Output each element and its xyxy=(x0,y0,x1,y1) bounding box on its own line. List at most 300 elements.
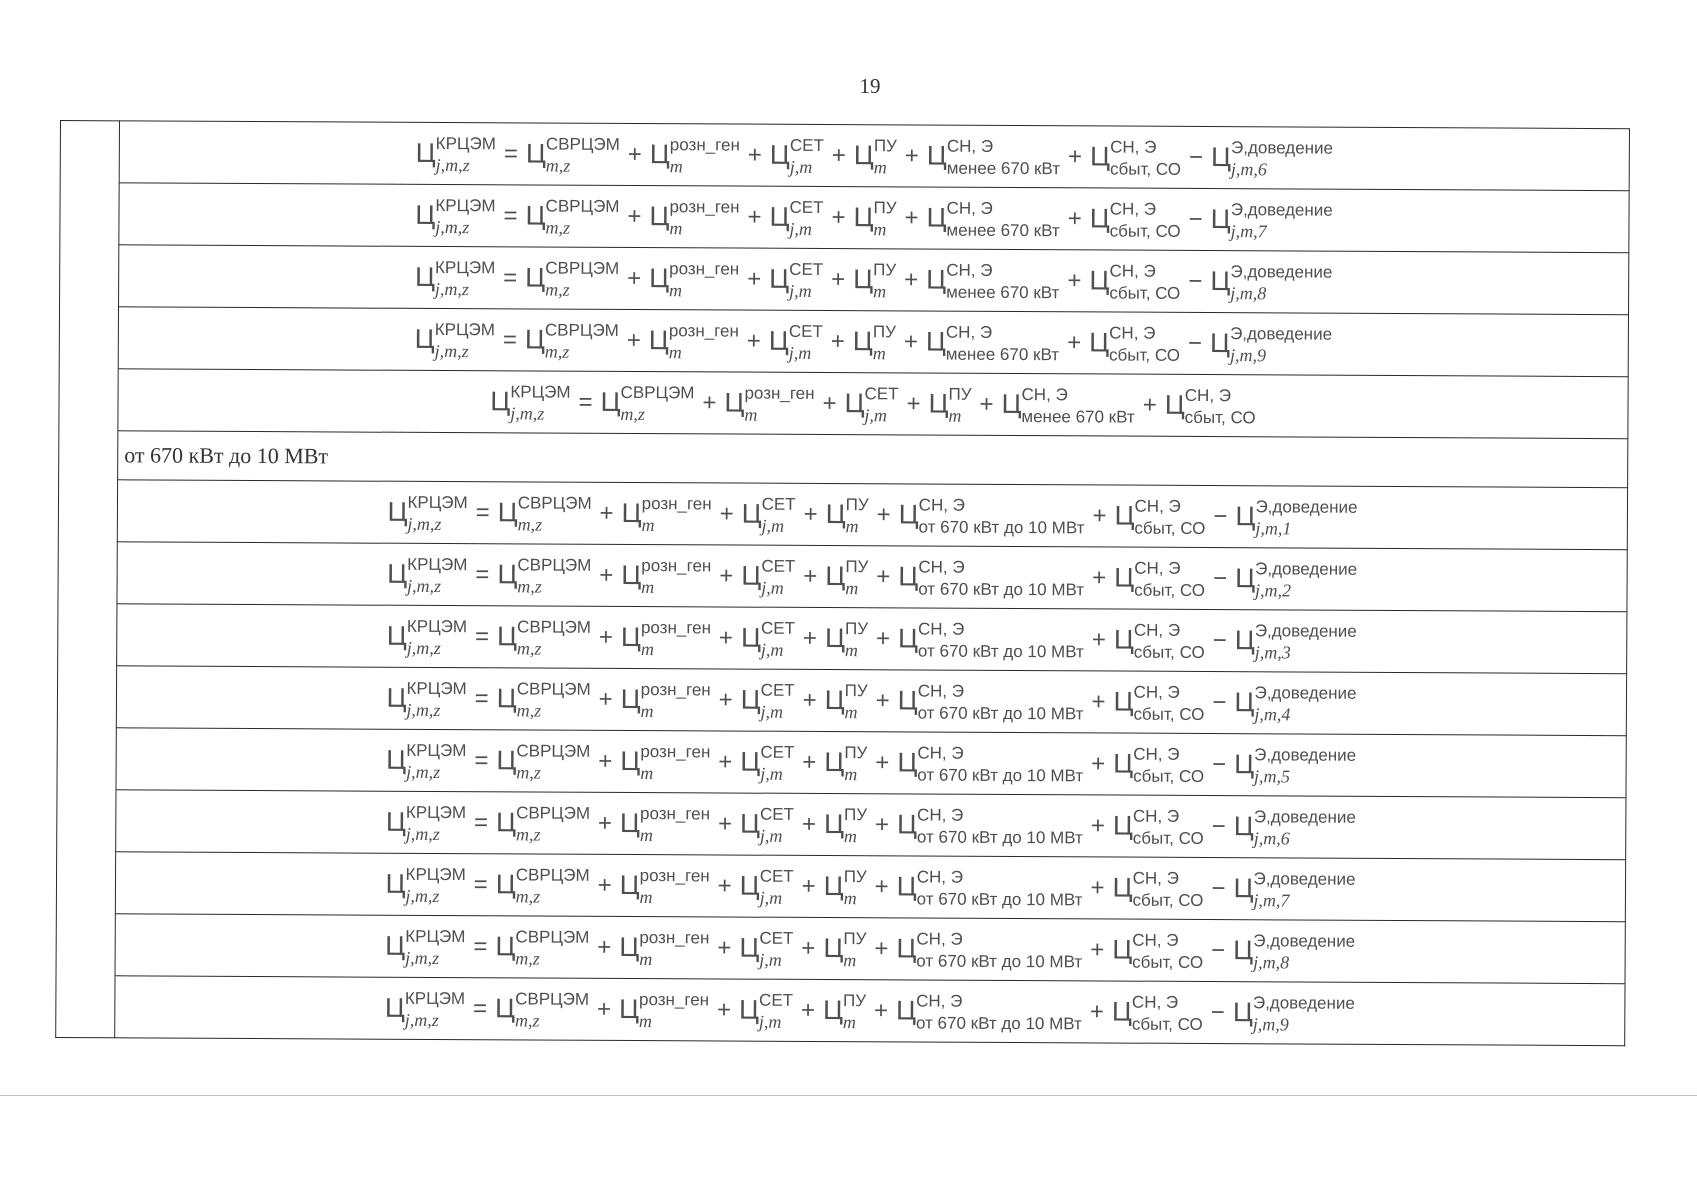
formula-operator: + xyxy=(717,933,732,962)
term-subscript: m xyxy=(873,156,887,177)
term-subscript: m xyxy=(844,763,858,784)
term-superscript: Э,доведение xyxy=(1253,930,1356,951)
formula-term xyxy=(621,555,712,597)
term-superscript: СН, Э xyxy=(1132,806,1180,826)
term-superscript: СН, Э xyxy=(916,990,963,1011)
term-superscript: розн_ген xyxy=(640,741,711,761)
price-symbol: Ц xyxy=(824,623,846,654)
term-scripts xyxy=(516,616,592,659)
formula-cell xyxy=(118,369,1628,439)
price-symbol: Ц xyxy=(823,871,844,902)
formula xyxy=(414,195,1333,241)
formula-operator: − xyxy=(1188,143,1204,171)
term-scripts xyxy=(842,990,867,1032)
term-superscript: СВРЦЭМ xyxy=(545,196,620,216)
term-scripts xyxy=(1254,744,1357,786)
formula-term xyxy=(619,803,711,845)
formula-term xyxy=(1210,199,1333,241)
table-row xyxy=(57,665,1626,735)
price-symbol: Ц xyxy=(896,871,917,902)
term-superscript: СВРЦЭМ xyxy=(515,926,590,947)
formula-cell xyxy=(115,976,1625,1046)
term-scripts xyxy=(873,197,897,239)
table-row xyxy=(60,183,1629,253)
term-superscript: ПУ xyxy=(844,680,868,700)
formula-cell xyxy=(116,728,1626,798)
term-scripts xyxy=(918,495,1085,537)
term-scripts xyxy=(789,259,824,301)
term-subscript: m xyxy=(638,1010,652,1031)
term-subscript: m xyxy=(843,825,857,846)
price-symbol: Ц xyxy=(386,682,407,713)
term-subscript: сбыт, СО xyxy=(1132,828,1204,848)
term-scripts xyxy=(1134,558,1206,600)
term-scripts xyxy=(641,555,712,597)
term-subscript: от 670 кВт до 10 МВт xyxy=(918,517,1085,537)
term-scripts xyxy=(517,554,592,597)
term-scripts xyxy=(1132,806,1204,848)
term-scripts xyxy=(544,320,619,362)
term-superscript: СН, Э xyxy=(1109,198,1157,219)
formula-operator: + xyxy=(831,265,846,293)
formula-term xyxy=(926,136,1061,178)
term-scripts xyxy=(545,258,620,300)
price-symbol: Ц xyxy=(896,933,917,964)
term-subscript: j,m,9 xyxy=(1252,1013,1289,1034)
term-subscript: сбыт, СО xyxy=(1133,642,1205,662)
term-superscript: СН, Э xyxy=(1021,384,1068,404)
term-subscript: m xyxy=(669,279,683,300)
term-superscript: СВРЦЭМ xyxy=(515,864,590,885)
term-subscript: j,m xyxy=(760,763,783,784)
term-scripts xyxy=(1133,620,1205,662)
formula-operator: + xyxy=(626,326,641,354)
formula-term xyxy=(1113,682,1205,724)
term-scripts xyxy=(843,928,867,970)
term-subscript: сбыт, СО xyxy=(1109,282,1181,303)
term-subscript: m xyxy=(640,762,654,783)
formula-term xyxy=(926,198,1060,240)
formula-operator: − xyxy=(1212,750,1227,778)
term-scripts xyxy=(1021,384,1135,427)
term-scripts xyxy=(435,195,496,237)
formula xyxy=(414,319,1333,365)
term-subscript: j,m xyxy=(789,280,812,301)
term-scripts xyxy=(761,494,796,536)
term-scripts xyxy=(435,133,496,175)
formula-cell xyxy=(117,480,1627,550)
price-symbol: Ц xyxy=(897,623,919,654)
term-scripts xyxy=(1132,930,1204,972)
price-symbol: Ц xyxy=(724,387,745,418)
price-symbol: Ц xyxy=(1232,997,1253,1028)
formula-term xyxy=(740,742,795,784)
price-symbol: Ц xyxy=(649,263,670,294)
formula-term xyxy=(619,927,710,969)
price-symbol: Ц xyxy=(1233,811,1254,842)
term-scripts xyxy=(916,928,1083,971)
term-superscript: КРЦЭМ xyxy=(405,802,467,822)
formula-operator: + xyxy=(627,140,642,168)
price-symbol: Ц xyxy=(619,807,641,839)
price-symbol: Ц xyxy=(844,388,865,419)
price-symbol: Ц xyxy=(898,499,919,530)
formula-term xyxy=(619,865,710,907)
term-subscript: j,m,z xyxy=(510,402,545,424)
term-scripts xyxy=(845,556,869,598)
term-scripts xyxy=(760,618,796,660)
formula-term xyxy=(496,616,592,659)
term-scripts xyxy=(1109,136,1182,179)
formula-term xyxy=(386,678,467,720)
term-scripts xyxy=(1132,868,1204,910)
price-symbol: Ц xyxy=(619,869,640,901)
term-scripts xyxy=(1230,261,1333,303)
formula-term xyxy=(769,197,824,239)
term-superscript: КРЦЭМ xyxy=(406,740,467,760)
formula-operator: + xyxy=(717,871,732,900)
term-superscript: СН, Э xyxy=(1131,992,1179,1012)
formula-operator: + xyxy=(904,265,919,293)
formula-term xyxy=(824,742,868,784)
term-superscript: ПУ xyxy=(873,259,897,279)
price-symbol: Ц xyxy=(1164,389,1185,420)
term-subscript: m,z xyxy=(545,155,571,176)
price-symbol: Ц xyxy=(740,684,761,715)
term-scripts xyxy=(1230,199,1333,241)
formula-term xyxy=(740,680,795,722)
term-scripts xyxy=(915,990,1082,1033)
term-subscript: m xyxy=(744,404,758,425)
left-column-cell xyxy=(56,121,120,1038)
formula-term xyxy=(896,928,1083,971)
price-symbol: Ц xyxy=(1114,500,1135,531)
formula-operator: − xyxy=(1188,267,1203,295)
formula-operator: + xyxy=(1090,811,1105,839)
price-symbol: Ц xyxy=(1235,501,1256,532)
formula-term xyxy=(768,321,823,363)
formula-operator: + xyxy=(822,389,837,417)
term-scripts xyxy=(407,492,468,534)
formula-term xyxy=(1112,806,1204,848)
price-symbol: Ц xyxy=(415,137,436,168)
price-symbol: Ц xyxy=(648,325,669,356)
term-superscript: ПУ xyxy=(844,618,869,638)
formula-term xyxy=(844,383,899,425)
term-superscript: ПУ xyxy=(872,321,896,341)
price-symbol: Ц xyxy=(741,498,762,529)
formula-operator: = xyxy=(473,870,488,898)
term-superscript: СВРЦЭМ xyxy=(545,258,620,278)
formula-operator: + xyxy=(1090,935,1105,963)
term-subscript: m xyxy=(843,949,857,970)
formula-operator: + xyxy=(718,623,734,652)
formula-operator: = xyxy=(473,994,488,1022)
term-superscript: СВРЦЭМ xyxy=(516,678,591,699)
price-symbol: Ц xyxy=(897,747,918,778)
formula-operator: + xyxy=(719,499,734,528)
formula-operator: + xyxy=(906,389,921,418)
price-symbol: Ц xyxy=(1113,624,1134,655)
term-subscript: j,m xyxy=(759,825,783,846)
term-scripts xyxy=(917,618,1084,661)
price-symbol: Ц xyxy=(495,869,516,900)
term-superscript: ПУ xyxy=(844,742,868,762)
term-subscript: сбыт, СО xyxy=(1132,952,1204,972)
term-subscript: менее 670 кВт xyxy=(946,158,1061,178)
formula-term xyxy=(1209,323,1333,365)
term-scripts xyxy=(1230,137,1334,179)
term-scripts xyxy=(917,680,1084,723)
term-subscript: сбыт, СО xyxy=(1131,1014,1203,1034)
term-superscript: СН, Э xyxy=(945,322,993,342)
term-subscript: j,m xyxy=(760,639,784,660)
formula-operator: + xyxy=(598,747,613,775)
price-symbol: Ц xyxy=(925,326,946,357)
formula-cell xyxy=(115,852,1625,922)
term-subscript: сбыт, СО xyxy=(1109,220,1181,241)
formula-operator: = xyxy=(475,498,490,526)
formula xyxy=(384,926,1356,972)
price-symbol: Ц xyxy=(414,323,435,354)
term-subscript: j,m xyxy=(761,577,784,598)
price-symbol: Ц xyxy=(926,140,947,171)
term-superscript: СН, Э xyxy=(917,742,964,763)
term-scripts xyxy=(1133,744,1205,786)
term-scripts xyxy=(844,680,868,722)
term-superscript: СВРЦЭМ xyxy=(545,134,620,154)
price-symbol: Ц xyxy=(823,933,844,964)
formula-term xyxy=(738,990,794,1032)
term-superscript: Э,доведение xyxy=(1230,323,1333,344)
term-superscript: СН, Э xyxy=(918,618,965,639)
price-symbol: Ц xyxy=(1089,327,1110,358)
price-symbol: Ц xyxy=(824,685,845,716)
formula-operator: + xyxy=(1091,625,1106,653)
formula-operator: + xyxy=(979,390,994,418)
term-subscript: m xyxy=(669,155,683,176)
term-scripts xyxy=(789,197,824,239)
term-superscript: СН, Э xyxy=(946,260,993,280)
formula-term xyxy=(621,493,712,535)
term-scripts xyxy=(516,678,591,721)
formula-term xyxy=(1089,322,1181,365)
price-symbol: Ц xyxy=(739,870,760,901)
formula-operator: + xyxy=(599,561,614,589)
price-symbol: Ц xyxy=(496,745,517,776)
term-scripts xyxy=(1131,992,1203,1034)
price-symbol: Ц xyxy=(1089,265,1110,296)
formula-operator: + xyxy=(1092,563,1107,591)
price-symbol: Ц xyxy=(739,808,761,839)
section-label: от 670 кВт до 10 МВт xyxy=(118,431,1628,488)
formula-operator: − xyxy=(1212,626,1227,654)
term-subscript: j,m,7 xyxy=(1253,889,1290,910)
term-scripts xyxy=(515,926,590,969)
term-subscript: от 670 кВт до 10 МВт xyxy=(917,640,1084,661)
formula-operator: = xyxy=(503,263,518,291)
formula-term xyxy=(1089,198,1181,241)
term-subscript: m,z xyxy=(620,403,646,424)
formula-term xyxy=(495,926,590,969)
price-symbol: Ц xyxy=(1090,141,1111,172)
term-scripts xyxy=(516,740,591,783)
formula-operator: + xyxy=(596,995,612,1023)
price-symbol: Ц xyxy=(740,622,762,653)
formula-term xyxy=(1235,558,1358,600)
formula-operator: + xyxy=(1091,749,1106,777)
formula-term xyxy=(496,740,591,783)
formula-term xyxy=(739,804,795,846)
formula-operator: + xyxy=(875,686,890,714)
term-superscript: ПУ xyxy=(845,556,869,576)
term-subscript: m xyxy=(842,1011,857,1032)
term-scripts xyxy=(760,742,795,784)
term-scripts xyxy=(1229,323,1333,365)
term-subscript: j,m,z xyxy=(406,699,441,720)
formula-operator: + xyxy=(1067,266,1082,294)
formula-operator: − xyxy=(1213,564,1228,592)
term-subscript: менее 670 кВт xyxy=(1021,406,1135,427)
formula-term xyxy=(896,866,1083,909)
formula-operator: + xyxy=(597,933,612,961)
formula-term xyxy=(1114,496,1206,538)
term-superscript: КРЦЭМ xyxy=(407,554,468,574)
price-symbol: Ц xyxy=(898,561,919,592)
price-symbol: Ц xyxy=(852,326,873,357)
page-divider xyxy=(0,1095,1697,1096)
formula-term xyxy=(649,134,740,176)
price-symbol: Ц xyxy=(385,930,406,961)
formula-term xyxy=(649,258,740,300)
price-symbol: Ц xyxy=(621,559,642,591)
term-superscript: СЕТ xyxy=(761,556,796,576)
formula-operator: = xyxy=(474,684,489,712)
term-subscript: j,m xyxy=(864,404,887,425)
term-scripts xyxy=(515,864,590,907)
price-symbol: Ц xyxy=(1233,873,1254,904)
term-subscript: m xyxy=(845,577,859,598)
formula-cell xyxy=(119,245,1629,315)
term-superscript: КРЦЭМ xyxy=(510,381,571,402)
formula-operator: + xyxy=(1067,328,1082,356)
price-symbol: Ц xyxy=(1113,748,1134,779)
term-superscript: розн_ген xyxy=(640,617,712,637)
price-symbol: Ц xyxy=(1234,625,1255,656)
price-symbol: Ц xyxy=(414,261,436,292)
price-symbol: Ц xyxy=(497,559,518,590)
formula-term xyxy=(620,617,712,659)
formula-term xyxy=(741,494,796,536)
term-superscript: СН, Э xyxy=(1132,930,1179,950)
term-superscript: розн_ген xyxy=(669,134,740,155)
formula-operator: + xyxy=(716,995,732,1024)
term-superscript: СН, Э xyxy=(1109,322,1156,343)
term-superscript: Э,доведение xyxy=(1253,806,1356,827)
term-subscript: j,m,4 xyxy=(1254,703,1291,724)
table-row xyxy=(58,541,1627,611)
formula-operator: − xyxy=(1211,874,1226,902)
price-symbol: Ц xyxy=(1210,204,1231,235)
term-superscript: СН, Э xyxy=(946,198,993,218)
price-symbol: Ц xyxy=(769,263,790,294)
formula-term xyxy=(823,866,867,908)
formula-term xyxy=(898,557,1085,599)
formula-term xyxy=(600,382,695,424)
term-subscript: от 670 кВт до 10 МВт xyxy=(916,826,1083,847)
formula-cell xyxy=(119,183,1629,253)
formula xyxy=(384,864,1356,910)
price-symbol: Ц xyxy=(853,202,874,233)
term-subscript: j,m xyxy=(759,887,783,908)
term-scripts xyxy=(1109,322,1181,365)
table-row xyxy=(56,851,1625,921)
formula-term xyxy=(1114,558,1206,600)
term-scripts xyxy=(759,804,795,846)
price-symbol: Ц xyxy=(1111,996,1132,1027)
formula-operator: = xyxy=(473,808,489,836)
price-symbol: Ц xyxy=(387,558,408,589)
formula-term xyxy=(1089,260,1181,303)
term-superscript: розн_ген xyxy=(641,555,712,575)
formula-operator: + xyxy=(597,809,613,837)
price-symbol: Ц xyxy=(495,931,516,962)
price-symbol: Ц xyxy=(618,993,640,1025)
term-superscript: СВРЦЭМ xyxy=(620,382,695,402)
price-symbol: Ц xyxy=(926,202,947,233)
formula-operator: + xyxy=(598,685,613,713)
term-scripts xyxy=(640,617,712,659)
term-superscript: КРЦЭМ xyxy=(435,133,496,153)
term-subscript: m xyxy=(640,638,654,659)
term-superscript: СВРЦЭМ xyxy=(517,554,592,575)
term-superscript: Э,доведение xyxy=(1230,199,1333,220)
formula-operator: = xyxy=(503,201,518,229)
term-subscript: менее 670 кВт xyxy=(946,282,1060,302)
price-symbol: Ц xyxy=(490,386,511,417)
term-subscript: j,m,9 xyxy=(1229,344,1267,365)
term-superscript: СВРЦЭМ xyxy=(515,988,590,1009)
term-superscript: СН, Э xyxy=(1110,136,1157,157)
formula xyxy=(386,492,1358,538)
formula-term xyxy=(853,135,897,177)
price-symbol: Ц xyxy=(738,994,760,1025)
term-scripts xyxy=(1134,496,1206,538)
price-symbol: Ц xyxy=(619,931,640,963)
formula-operator: + xyxy=(747,203,762,231)
formula-term xyxy=(825,494,869,536)
formula-operator: + xyxy=(831,141,846,169)
formula-operator: = xyxy=(502,325,517,353)
term-subscript: m xyxy=(639,824,653,845)
formula-operator: + xyxy=(874,934,889,962)
term-scripts xyxy=(545,196,620,238)
term-subscript: сбыт, СО xyxy=(1134,580,1206,600)
term-scripts xyxy=(843,804,868,846)
price-symbol: Ц xyxy=(386,620,407,651)
term-superscript: СВРЦЭМ xyxy=(516,802,591,823)
formula-term xyxy=(385,802,467,844)
price-symbol: Ц xyxy=(824,747,845,778)
term-subscript: сбыт, СО xyxy=(1133,766,1205,786)
term-superscript: КРЦЭМ xyxy=(435,195,496,215)
term-scripts xyxy=(1109,198,1181,241)
price-symbol: Ц xyxy=(1114,562,1135,593)
formula-term xyxy=(386,616,468,658)
formula-operator: + xyxy=(876,562,891,590)
term-scripts xyxy=(638,989,710,1031)
term-scripts xyxy=(1253,930,1356,972)
